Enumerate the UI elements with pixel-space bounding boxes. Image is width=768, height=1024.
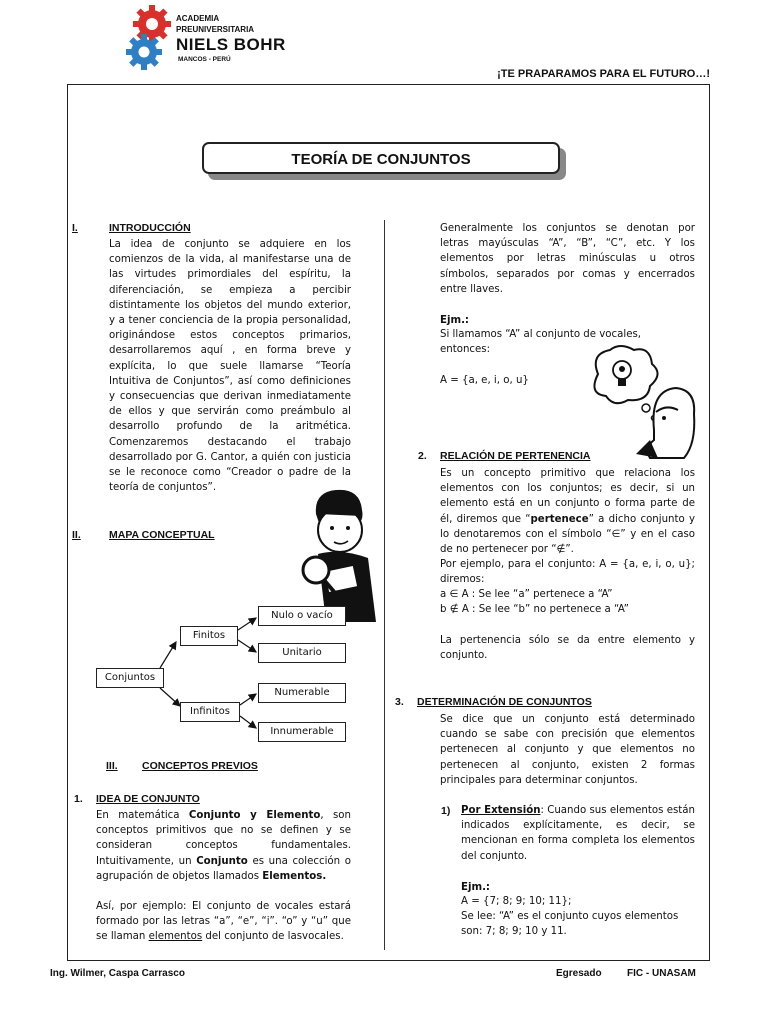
extension-paragraph: Por Extensión: Cuando sus elementos están indicados explícitamente, es decir, se mencionan en forma completa los elementos del conjunto. <box>461 805 696 862</box>
idea-title: IDEA DE CONJUNTO <box>96 793 200 805</box>
previos-number: III. <box>106 760 118 772</box>
mapa-title: MAPA CONCEPTUAL <box>109 529 215 541</box>
map-node-infinitos: Infinitos <box>180 702 240 722</box>
intro-number: I. <box>72 222 78 234</box>
footer-institution: FIC - UNASAM <box>627 968 696 979</box>
header-slogan: ¡TE PRAPARAMOS PARA EL FUTURO…! <box>497 68 710 80</box>
mapa-number: II. <box>72 529 81 541</box>
relacion-number: 2. <box>418 450 427 462</box>
column-divider <box>384 220 385 950</box>
logo-place: MANCOS - PERÚ <box>178 56 231 63</box>
relacion-line-1: a ∈ A : Se lee “a” pertenece a “A” <box>440 589 613 600</box>
map-node-conjuntos: Conjuntos <box>96 668 164 688</box>
intro-heading <box>72 222 191 234</box>
example-2-label: Ejm.: <box>461 882 491 893</box>
idea-heading <box>74 793 200 805</box>
determinacion-title: DETERMINACIÓN DE CONJUNTOS <box>417 696 592 708</box>
map-node-unitario: Unitario <box>258 643 346 663</box>
mapa-heading <box>72 529 215 541</box>
academy-logo-text <box>176 13 286 66</box>
relacion-heading <box>418 450 591 462</box>
map-node-innumerable: Innumerable <box>258 722 346 742</box>
relacion-note: La pertenencia sólo se da entre elemento y conjunto. <box>440 635 695 662</box>
intro-paragraph: La idea de conjunto se adquiere en los comienzos de la vida, al manifestarse una de las virtudes primordiales del espíritu, la diferenciación, se empieza a percibir distintamente los objetos del mundo exterior, y a tener conciencia de la propia personalidad, originándose estos conceptos primarios, desarrollaremos aquí , en forma breve y explícita, lo que suele llamarse “Teoría Intuitiva de Conjuntos”, así como definiciones y consecuencias que derivan inmediatamente de ellos y que servirán como preámbulo al desarrollo profundo de la aritmética. Comenzaremos destacando el trabajo desarrollado por G. Cantor, a quién con justicia se le reconoce como “Creador o padre de la teoría de conjuntos”. <box>109 239 351 494</box>
map-node-numerable: Numerable <box>258 683 346 703</box>
extension-number: 1) <box>441 805 451 817</box>
idea-paragraph-2: Así, por ejemplo: El conjunto de vocales estará formado por las letras “a”, “e”, “i”. “o” y “u” que se llaman elementos del conjunto de lasvocales. <box>96 901 351 943</box>
example-2-set: A = {7; 8; 9; 10; 11}; <box>461 896 572 907</box>
relacion-title: RELACIÓN DE PERTENENCIA <box>440 450 591 462</box>
footer-egresado: Egresado <box>556 968 602 979</box>
extension-heading <box>441 805 450 817</box>
logo-line-academia: ACADEMIA <box>176 14 220 23</box>
determinacion-paragraph: Se dice que un conjunto está determinado cuando se sabe con precisión que elementos pertenecen al conjunto y que elementos no pertenecen al conjunto, existen 2 formas principales para determinar conjuntos. <box>440 714 695 786</box>
relacion-line-2: b ∉ A : Se lee “b” no pertenece a “A” <box>440 604 629 615</box>
notation-paragraph: Generalmente los conjuntos se denotan por letras mayúsculas “A”, “B”, “C”, etc. Y los elementos por letras minúsculas u otros símbolos, separados por comas y encerrados entre llaves. <box>440 223 695 295</box>
footer-author: Ing. Wilmer, Caspa Carrasco <box>50 968 185 979</box>
idea-paragraph-1: En matemática Conjunto y Elemento, son conceptos primitivos que no se definen y se consideran conceptos fundamentales. Intuitivamente, un Conjunto es una colección o agrupación de objetos llamados Elementos. <box>96 810 352 882</box>
determinacion-number: 3. <box>395 696 404 708</box>
intro-title: INTRODUCCIÓN <box>109 222 191 234</box>
relacion-paragraph: Es un concepto primitivo que relaciona los elementos con los conjuntos; es decir, si un elemento está en un conjunto o forma parte de él, diremos que “pertenece” a dicho conjunto y lo denotaremos con el símbolo “∈” y en el caso de no pertenecer por “∉”. <box>440 468 695 556</box>
example-1-text: Si llamamos “A” al conjunto de vocales, entonces: <box>440 329 642 356</box>
idea-number: 1. <box>74 793 83 805</box>
example-1-set: A = {a, e, i, o, u} <box>440 375 529 386</box>
example-1-label: Ejm.: <box>440 315 470 326</box>
page-title: TEORÍA DE CONJUNTOS <box>202 142 560 174</box>
determinacion-heading <box>395 696 592 708</box>
relacion-example: Por ejemplo, para el conjunto: A = {a, e, i, o, u}; diremos: <box>440 559 695 586</box>
map-node-finitos: Finitos <box>180 626 238 646</box>
example-2-reading: Se lee: “A” es el conjunto cuyos elementos son: 7; 8; 9; 10 y 11. <box>461 911 679 938</box>
map-node-nulo: Nulo o vacío <box>258 606 346 626</box>
thinking-idea-illustration <box>584 344 698 460</box>
logo-name: NIELS BOHR <box>176 35 286 54</box>
previos-title: CONCEPTOS PREVIOS <box>142 760 258 772</box>
logo-line-preuniversitaria: PREUNIVERSITARIA <box>176 25 255 34</box>
previos-heading <box>106 760 258 772</box>
